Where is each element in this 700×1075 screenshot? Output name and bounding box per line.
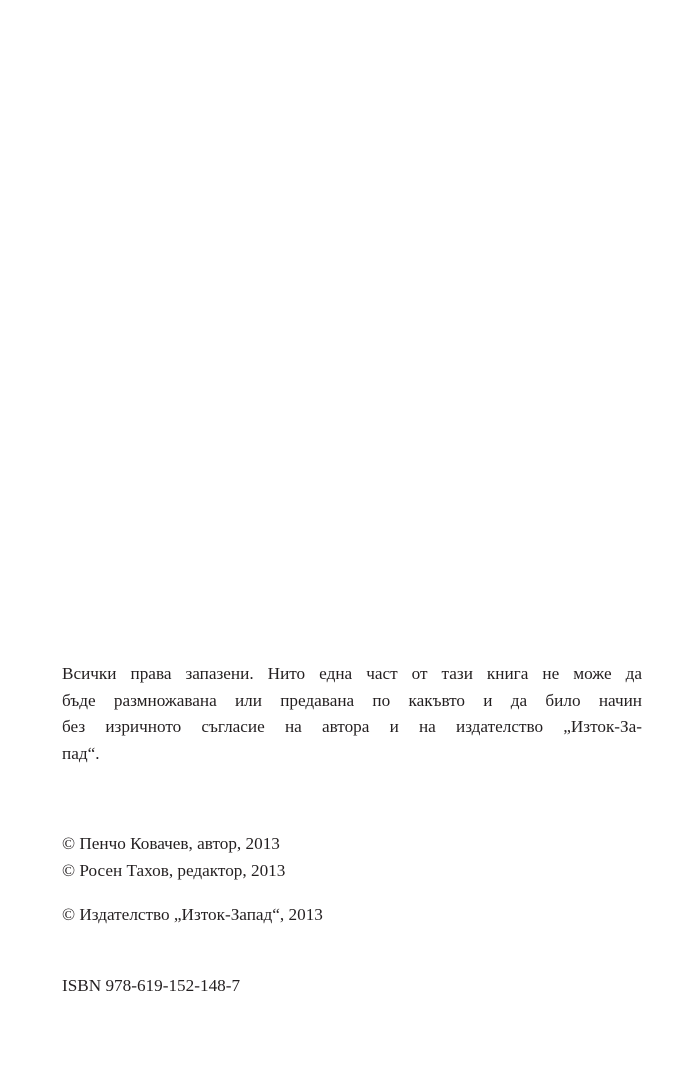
rights-notice-line: без изричното съгласие на автора и на издателство „Изток-За- (62, 717, 642, 736)
copyright-holders (62, 831, 642, 884)
isbn: ISBN 978-619-152-148-7 (62, 976, 241, 995)
rights-notice (62, 661, 642, 767)
publisher-copyright: © Издателство „Изток-Запад“, 2013 (62, 905, 323, 924)
rights-notice-line: Всички права запазени. Нито една част от тази книга не може да (62, 664, 642, 683)
editor-copyright: © Росен Тахов, редактор, 2013 (62, 860, 286, 880)
author-copyright: © Пенчо Ковачев, автор, 2013 (62, 834, 280, 853)
publisher-copyright-block (62, 902, 642, 929)
isbn-block (62, 973, 642, 1000)
rights-notice-line: пад“. (62, 743, 100, 763)
rights-notice-line: бъде размножавана или предавана по какъвто и да било начин (62, 690, 642, 710)
